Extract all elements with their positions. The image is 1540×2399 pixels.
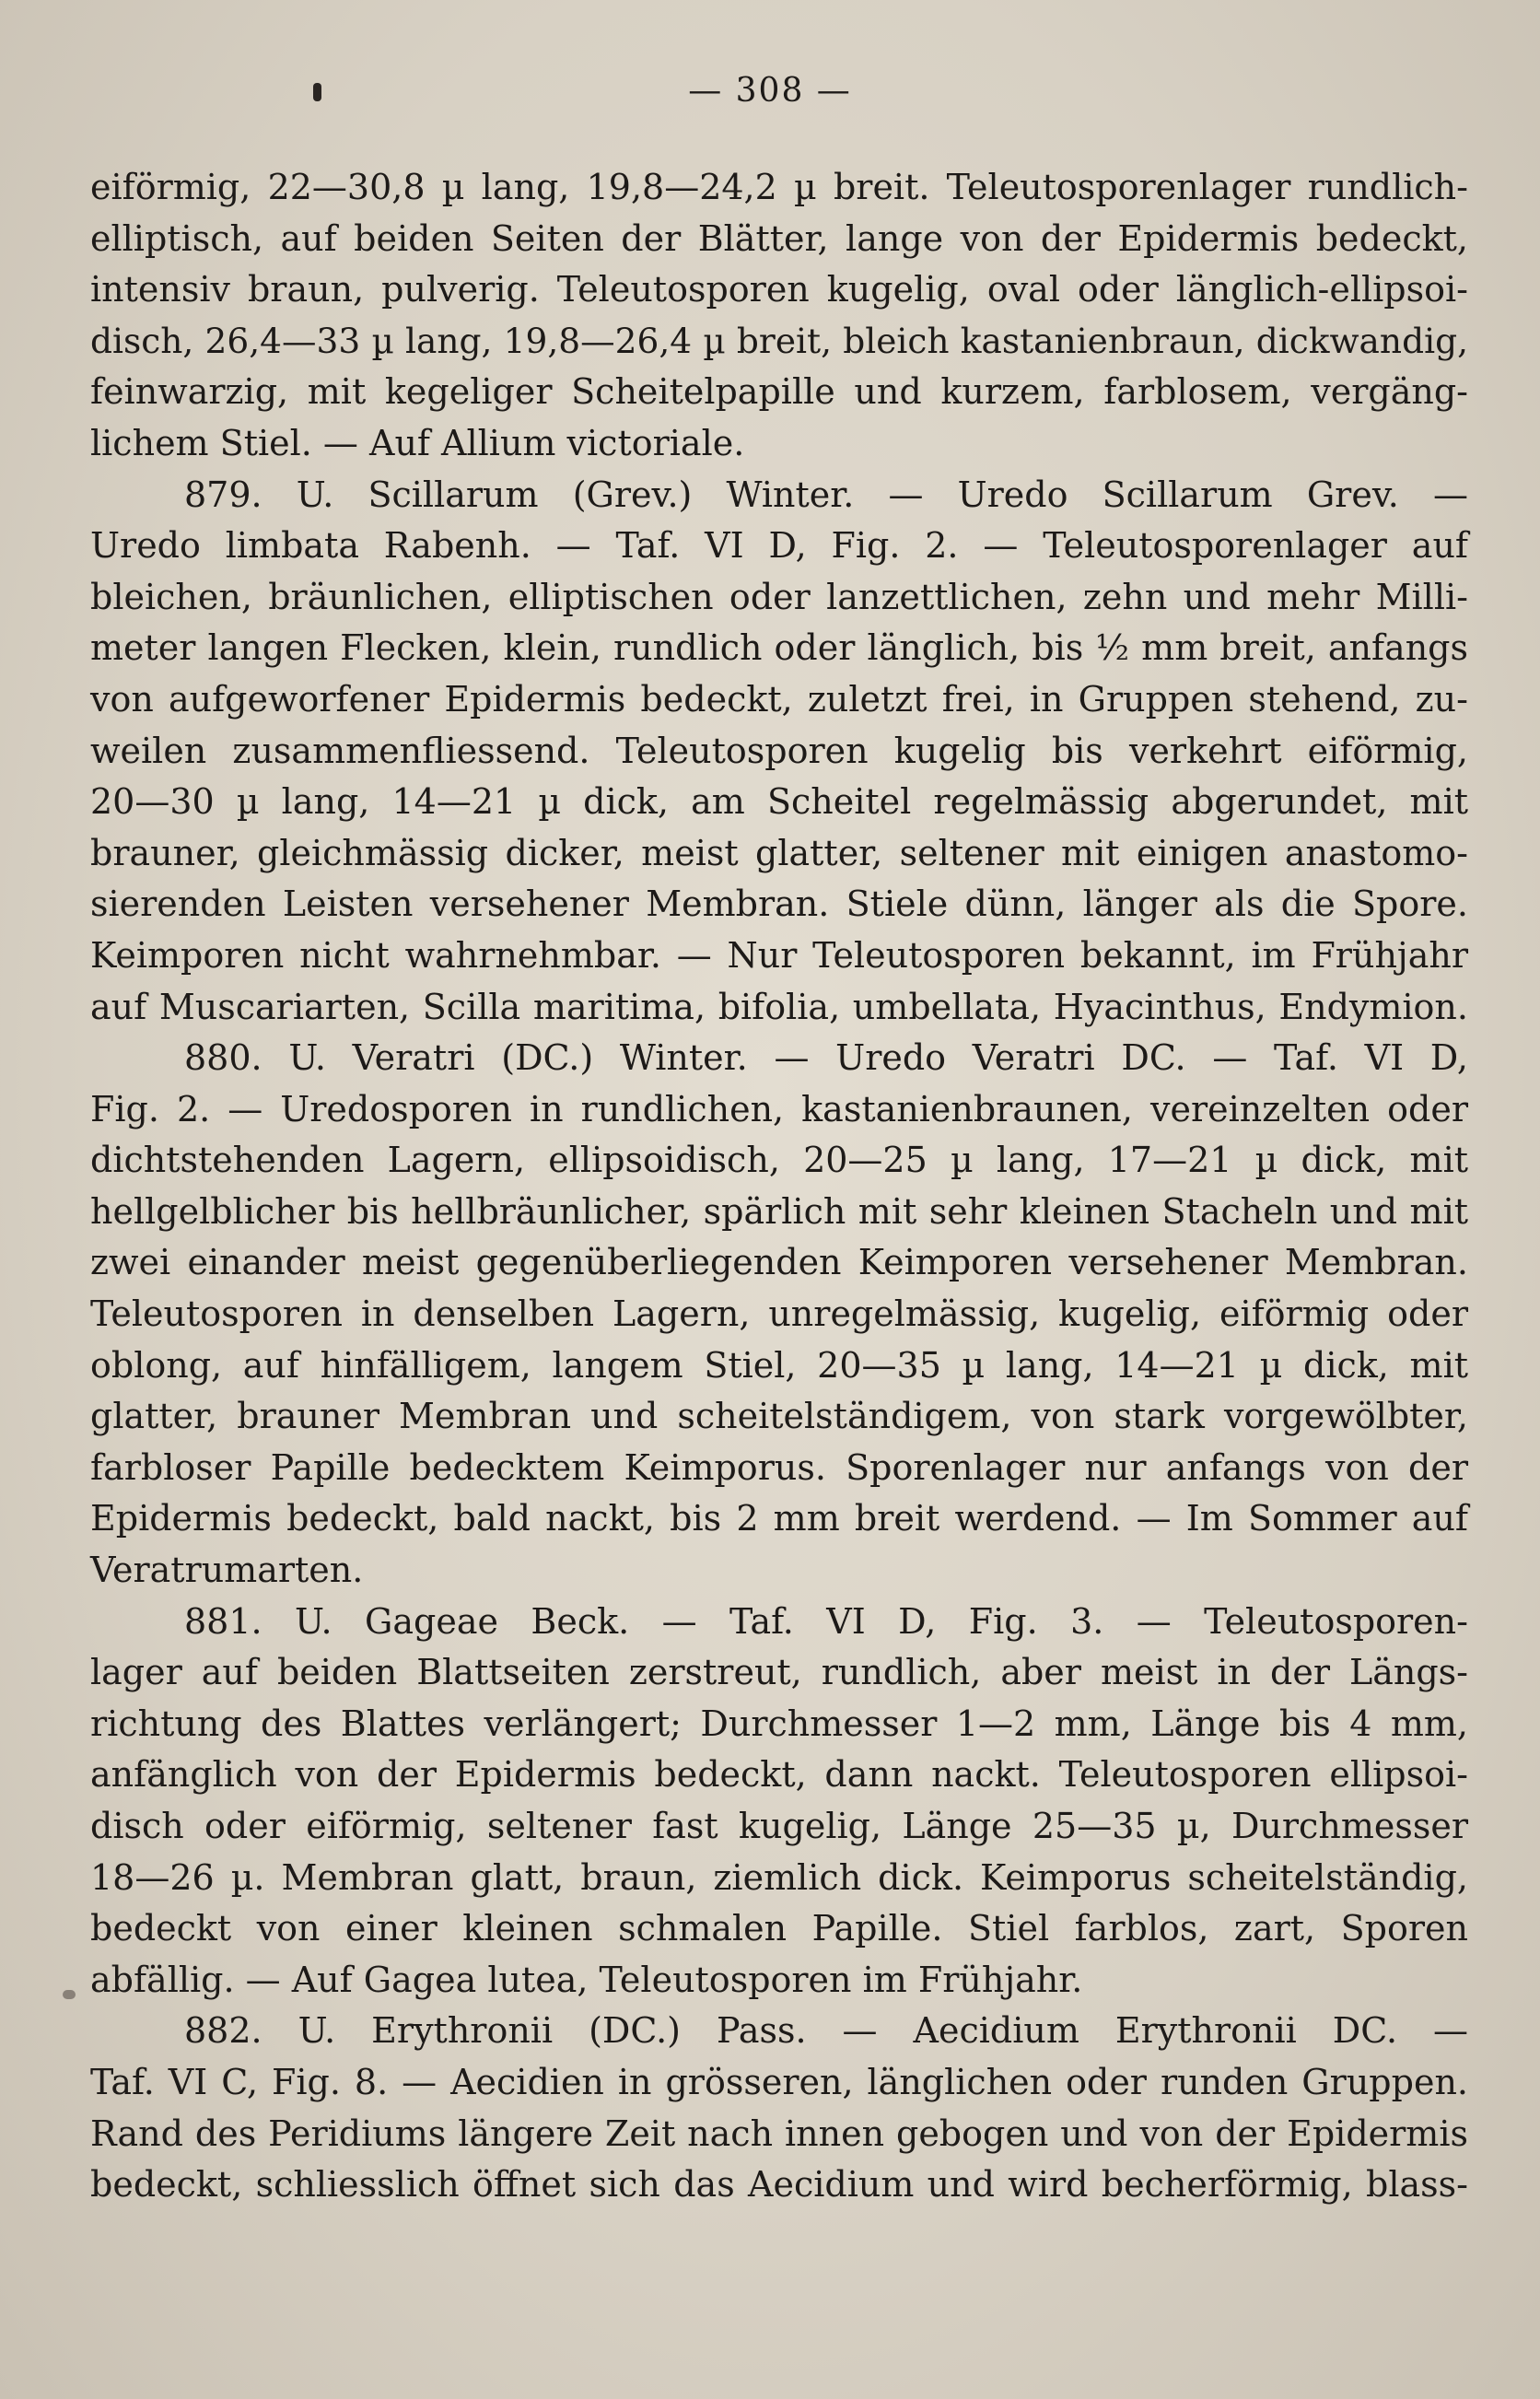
text-line: hellgelblicher bis hellbräunlicher, spärlich mit sehr kleinen Stacheln und mit — [90, 1190, 1468, 1232]
text-line: eiförmig, 22—30,8 µ lang, 19,8—24,2 µ breit. Teleutosporenlager rundlich- — [90, 167, 1468, 207]
text-line: bedeckt von einer kleinen schmalen Papille. Stiel farblos, zart, Sporen — [90, 1908, 1468, 1949]
text-line: meter langen Flecken, klein, rundlich oder länglich, bis ½ mm breit, anfangs — [90, 627, 1468, 669]
text-line: Uredo limbata Rabenh. — Taf. VI D, Fig. 2. — Teleutosporenlager auf — [90, 525, 1468, 567]
text-line: dichtstehenden Lagern, ellipsoidisch, 20—25 µ lang, 17—21 µ dick, mit — [90, 1140, 1468, 1181]
text-line: auf Muscariarten, Scilla maritima, bifolia, umbellata, Hyacinthus, Endymion. — [90, 986, 1468, 1027]
entry-882-heading: 882. U. Erythronii (DC.) Pass. — Aecidium Erythronii DC. — — [184, 2010, 1468, 2052]
text-line: 20—30 µ lang, 14—21 µ dick, am Scheitel regelmässig abgerundet, mit — [90, 781, 1468, 823]
text-line: feinwarzig, mit kegeliger Scheitelpapille und kurzem, farblosem, vergäng- — [90, 371, 1468, 413]
text-line: von aufgeworfener Epidermis bedeckt, zuletzt frei, in Gruppen stehend, zu- — [90, 678, 1468, 720]
text-line: Veratrumarten. — [90, 1550, 364, 1591]
text-line: glatter, brauner Membran und scheitelständigem, von stark vorgewölbter, — [90, 1396, 1468, 1437]
text-line: richtung des Blattes verlängert; Durchmesser 1—2 mm, Länge bis 4 mm, — [90, 1703, 1468, 1744]
text-line: oblong, auf hinfälligem, langem Stiel, 20—35 µ lang, 14—21 µ dick, mit — [90, 1344, 1468, 1386]
text-line: lager auf beiden Blattseiten zerstreut, rundlich, aber meist in der Längs- — [90, 1652, 1468, 1693]
ink-speck — [63, 1990, 76, 1999]
entry-880-heading: 880. U. Veratri (DC.) Winter. — Uredo Veratri DC. — Taf. VI D, — [184, 1037, 1468, 1079]
text-line: bleichen, bräunlichen, elliptischen oder lanzettlichen, zehn und mehr Milli- — [90, 576, 1468, 617]
text-line: intensiv braun, pulverig. Teleutosporen kugelig, oval oder länglich-ellipsoi- — [90, 269, 1468, 310]
text-line: elliptisch, auf beiden Seiten der Blätter, lange von der Epidermis bedeckt, — [90, 217, 1468, 259]
entry-879-heading: 879. U. Scillarum (Grev.) Winter. — Uredo Scillarum Grev. — — [184, 474, 1468, 515]
text-line: farbloser Papille bedecktem Keimporus. Sporenlager nur anfangs von der — [90, 1446, 1468, 1488]
text-line: lichem Stiel. — Auf Allium victoriale. — [90, 422, 745, 463]
page-number: — 308 — — [688, 72, 852, 110]
text-line: sierenden Leisten versehener Membran. Stiele dünn, länger als die Spore. — [90, 884, 1468, 925]
text-line: Fig. 2. — Uredosporen in rundlichen, kastanienbraunen, vereinzelten oder — [90, 1088, 1468, 1129]
text-line: Rand des Peridiums längere Zeit nach innen gebogen und von der Epidermis — [90, 2112, 1468, 2154]
text-line: brauner, gleichmässig dicker, meist glatter, seltener mit einigen anastomo- — [90, 832, 1468, 873]
text-line: anfänglich von der Epidermis bedeckt, dann nackt. Teleutosporen ellipsoi- — [90, 1754, 1468, 1796]
text-line: zwei einander meist gegenüberliegenden Keimporen versehener Membran. — [90, 1242, 1468, 1283]
text-line: 18—26 µ. Membran glatt, braun, ziemlich dick. Keimporus scheitelständig, — [90, 1856, 1468, 1898]
text-line: disch oder eiförmig, seltener fast kugelig, Länge 25—35 µ, Durchmesser — [90, 1806, 1468, 1846]
text-line: disch, 26,4—33 µ lang, 19,8—26,4 µ breit, bleich kastanienbraun, dickwandig, — [90, 320, 1468, 361]
text-line: abfällig. — Auf Gagea lutea, Teleutosporen im Frühjahr. — [90, 1959, 1083, 2000]
text-line: Taf. VI C, Fig. 8. — Aecidien in grösseren, länglichen oder runden Gruppen. — [90, 2061, 1468, 2102]
body-text — [90, 162, 1468, 2211]
text-line: bedeckt, schliesslich öffnet sich das Aecidium und wird becherförmig, blass- — [90, 2164, 1468, 2206]
text-line: weilen zusammenfliessend. Teleutosporen kugelig bis verkehrt eiförmig, — [90, 730, 1468, 771]
text-line: Teleutosporen in denselben Lagern, unregelmässig, kugelig, eiförmig oder — [90, 1293, 1468, 1335]
text-line: Epidermis bedeckt, bald nackt, bis 2 mm breit werdend. — Im Sommer auf — [90, 1498, 1468, 1539]
entry-881-heading: 881. U. Gageae Beck. — Taf. VI D, Fig. 3. — Teleutosporen- — [184, 1600, 1468, 1642]
text-line: Keimporen nicht wahrnehmbar. — Nur Teleutosporen bekannt, im Frühjahr — [90, 934, 1468, 976]
